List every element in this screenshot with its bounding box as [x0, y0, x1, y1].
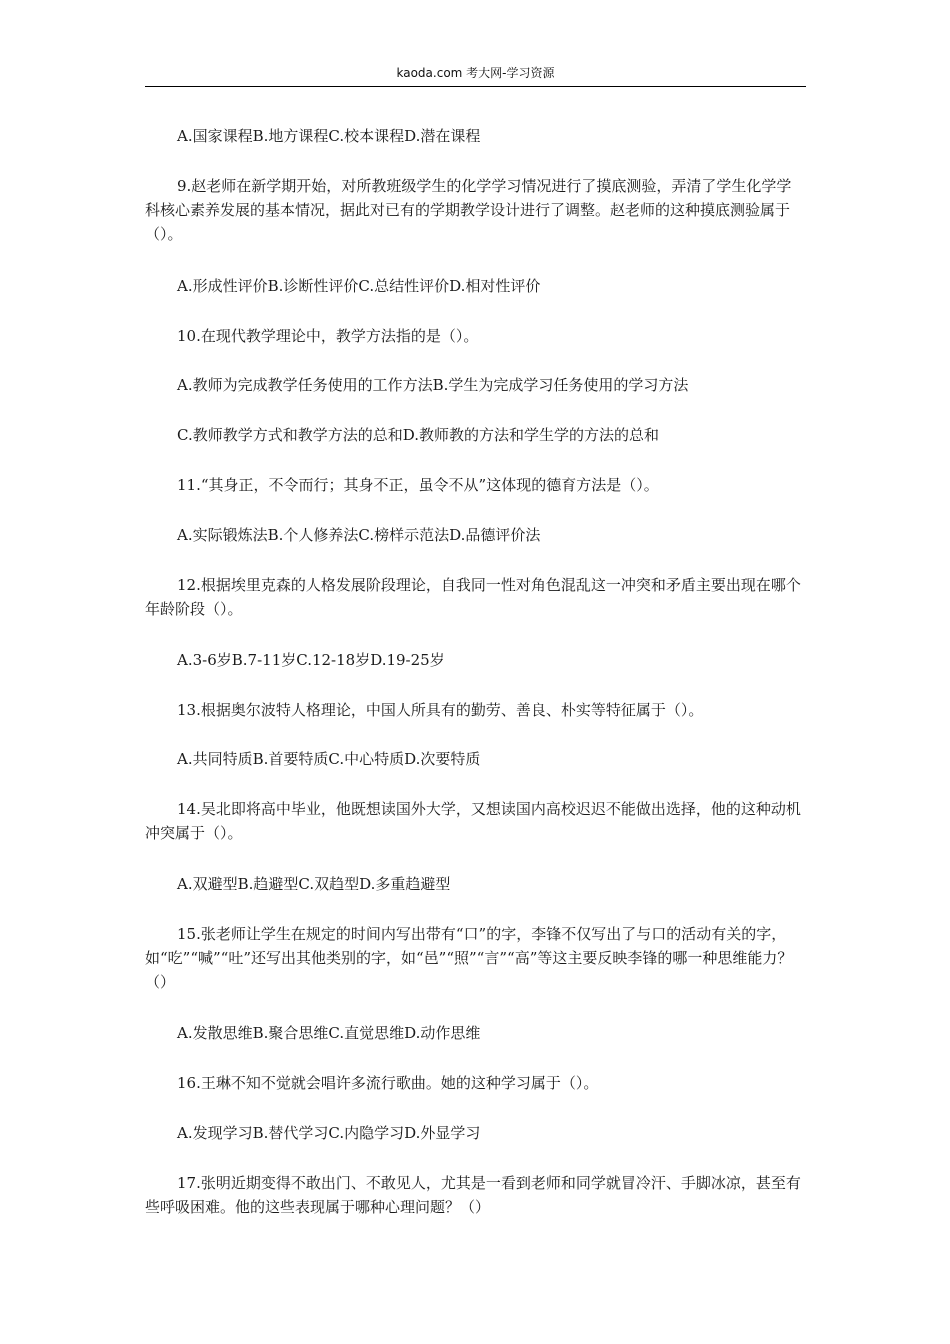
options-q14: A.双避型B.趋避型C.双趋型D.多重趋避型 — [177, 875, 451, 893]
options-q10-ab: A.教师为完成教学任务使用的工作方法B.学生为完成学习任务使用的学习方法 — [177, 376, 689, 394]
options-q8: A.国家课程B.地方课程C.校本课程D.潜在课程 — [177, 127, 481, 145]
question-9: 9.赵老师在新学期开始，对所教班级学生的化学学习情况进行了摸底测验，弄清了学生化学学科核心素养发展的基本情况，据此对已有的学期教学设计进行了调整。赵老师的这种摸底测验属于（）。 — [145, 177, 792, 243]
question-12: 12.根据埃里克森的人格发展阶段理论，自我同一性对角色混乱这一冲突和矛盾主要出现在哪个年龄阶段（）。 — [145, 576, 801, 618]
question-13: 13.根据奥尔波特人格理论，中国人所具有的勤劳、善良、朴实等特征属于（）。 — [177, 701, 704, 719]
options-q9: A.形成性评价B.诊断性评价C.总结性评价D.相对性评价 — [177, 277, 541, 295]
options-q13: A.共同特质B.首要特质C.中心特质D.次要特质 — [177, 750, 481, 768]
question-11: 11.“其身正，不令而行；其身不正，虽令不从”这体现的德育方法是（）。 — [177, 476, 659, 494]
question-10: 10.在现代教学理论中，教学方法指的是（）。 — [177, 327, 479, 345]
question-16: 16.王琳不知不觉就会唱许多流行歌曲。她的这种学习属于（）。 — [177, 1074, 599, 1092]
question-15: 15.张老师让学生在规定的时间内写出带有“口”的字，李锋不仅写出了与口的活动有关的字，如“吃”“喊”“吐”还写出其他类别的字，如“邑”“照”“言”“高”等这主要反映李锋的哪一种思维能力？（） — [145, 925, 793, 991]
options-q12: A.3-6岁B.7-11岁C.12-18岁D.19-25岁 — [177, 651, 445, 669]
question-14: 14.吴北即将高中毕业，他既想读国外大学，又想读国内高校迟迟不能做出选择，他的这种动机冲突属于（）。 — [145, 800, 801, 842]
options-q16: A.发现学习B.替代学习C.内隐学习D.外显学习 — [177, 1124, 481, 1142]
question-17: 17.张明近期变得不敢出门、不敢见人，尤其是一看到老师和同学就冒冷汗、手脚冰凉，甚至有些呼吸困难。他的这些表现属于哪种心理问题？（） — [145, 1174, 801, 1216]
options-q15: A.发散思维B.聚合思维C.直觉思维D.动作思维 — [177, 1024, 481, 1042]
options-q11: A.实际锻炼法B.个人修养法C.榜样示范法D.品德评价法 — [177, 526, 541, 544]
page-header: kaoda.com 考大网-学习资源 — [145, 60, 806, 87]
options-q10-cd: C.教师教学方式和教学方法的总和D.教师教的方法和学生学的方法的总和 — [177, 426, 659, 444]
